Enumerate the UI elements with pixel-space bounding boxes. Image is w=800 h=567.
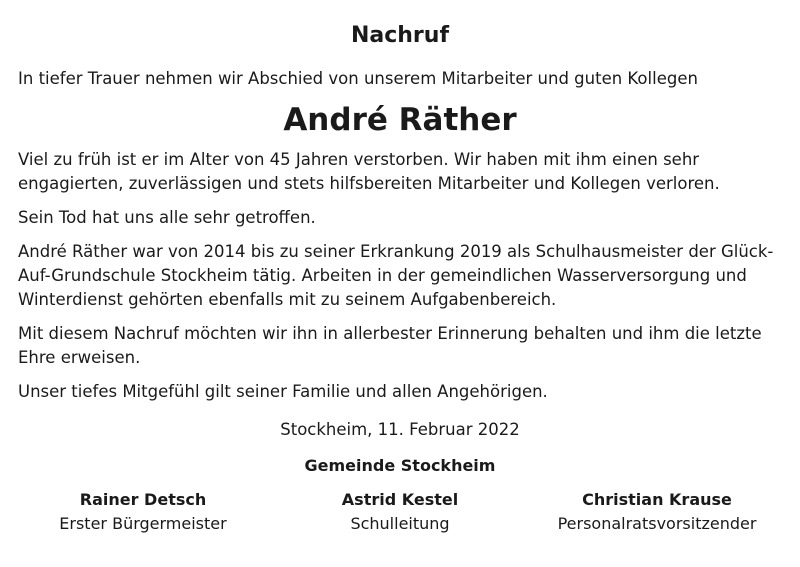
signatory-council	[532, 488, 782, 536]
deceased-name: André Räther	[283, 102, 517, 138]
signatory-name: Christian Krause	[582, 490, 732, 509]
signatory-role: Personalratsvorsitzender	[557, 514, 757, 533]
notice-heading: Nachruf	[350, 23, 450, 48]
paragraph-career: André Räther war von 2014 bis zu seiner Erkrankung 2019 als Schulhausmeister der Glück-Auf-Grundschule Stockheim tätig. Arbeiten in der gemeindlichen Wasserversorgung und Winterdienst gehörten ebenfalls mit zu seinem Aufgabenbereich.	[18, 242, 774, 309]
signatory-name: Rainer Detsch	[79, 490, 207, 509]
paragraph-age: Viel zu früh ist er im Alter von 45 Jahren verstorben. Wir haben mit ihm einen sehr engagierten, zuverlässigen und stets hilfsbereiten Mitarbeiter und Kollegen verloren.	[18, 150, 720, 193]
signatory-school	[300, 488, 500, 536]
signatory-role: Schulleitung	[350, 514, 450, 533]
intro-line: In tiefer Trauer nehmen wir Abschied von unserem Mitarbeiter und guten Kollegen	[18, 69, 698, 88]
organization-name: Gemeinde Stockheim	[304, 456, 496, 475]
signatory-role: Erster Bürgermeister	[59, 514, 227, 533]
paragraph-condolence: Unser tiefes Mitgefühl gilt seiner Familie und allen Angehörigen.	[18, 382, 548, 401]
signatories	[18, 488, 782, 536]
paragraph-memory: Mit diesem Nachruf möchten wir ihn in allerbester Erinnerung behalten und ihm die letzte Ehre erweisen.	[18, 324, 762, 367]
place-date: Stockheim, 11. Februar 2022	[280, 420, 520, 439]
signatory-name: Astrid Kestel	[341, 490, 459, 509]
paragraph-grief: Sein Tod hat uns alle sehr getroffen.	[18, 208, 316, 227]
signatory-mayor	[18, 488, 268, 536]
